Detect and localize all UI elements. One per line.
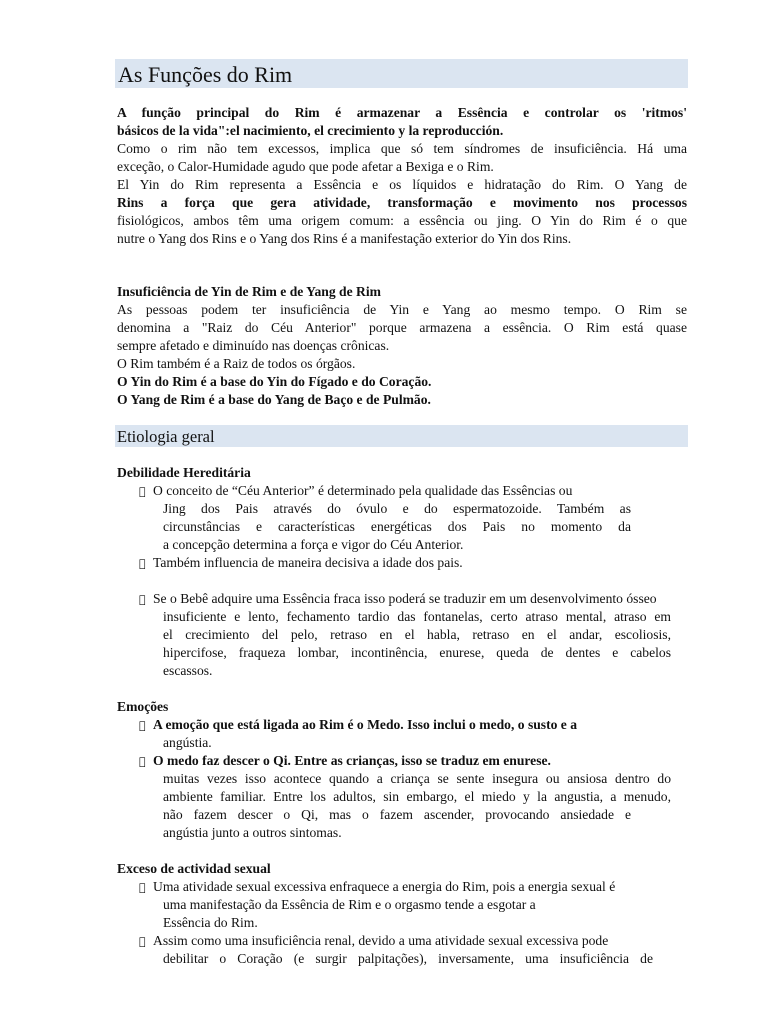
- list-item-continuation: angústia.: [163, 735, 212, 750]
- page-title: As Funções do Rim: [118, 62, 293, 87]
- paragraph-line: O Rim também é a Raiz de todos os órgãos.: [117, 356, 356, 371]
- intro-line: básicos de la vida":el nacimiento, el crecimiento y la reproducción.: [117, 123, 504, 138]
- list-item: Uma atividade sexual excessiva enfraquece a energia do Rim, pois a energia sexual é: [117, 878, 687, 896]
- list-item-continuation: muitas vezes isso acontece quando a criança se sente insegura ou ansiosa dentro do: [163, 771, 671, 786]
- paragraph-line: sempre afetado e diminuído nas doenças crônicas.: [117, 338, 390, 353]
- list-item: Se o Bebê adquire uma Essência fraca isso poderá se traduzir em um desenvolvimento ósseo: [117, 590, 687, 608]
- list-item: Assim como uma insuficiência renal, devido a uma atividade sexual excessiva pode: [117, 932, 687, 950]
- insufficiency-section: [117, 283, 687, 409]
- intro-section: [117, 104, 687, 248]
- list-item-continuation: uma manifestação da Essência de Rim e o orgasmo tende a esgotar a: [163, 897, 536, 912]
- list-item-continuation: Essência do Rim.: [163, 915, 258, 930]
- list-item-continuation: não fazem descer o Qi, mas o fazem ascender, provocando ansiedade e: [163, 807, 631, 822]
- intro-line: El Yin do Rim representa a Essência e os líquidos e hidratação do Rim. O Yang de: [117, 177, 687, 192]
- blank-line: [117, 572, 687, 590]
- intro-line: exceção, o Calor-Humidade agudo que pode afetar a Bexiga e o Rim.: [117, 159, 494, 174]
- list-item: Também influencia de maneira decisiva a idade dos pais.: [117, 554, 687, 572]
- list-item-continuation: debilitar o Coração (e surgir palpitações), inversamente, uma insuficiência de: [163, 951, 653, 966]
- list-item-continuation: el crecimiento del pelo, retraso en el habla, retraso en el andar, escoliosis,: [163, 627, 671, 642]
- intro-line: nutre o Yang dos Rins e o Yang dos Rins é a manifestação exterior do Yin dos Rins.: [117, 231, 572, 246]
- list-item-continuation: angústia junto a outros sintomas.: [163, 825, 342, 840]
- paragraph-line: As pessoas podem ter insuficiência de Yin e Yang ao mesmo tempo. O Rim se: [117, 302, 687, 317]
- list-item-continuation: circunstâncias e características energéticas dos Pais no momento da: [163, 519, 631, 534]
- section-heading: Debilidade Hereditária: [117, 465, 251, 480]
- etiology-title-bar: [115, 425, 688, 447]
- list-item-continuation: ambiente familiar. Entre los adultos, sin embargo, el miedo y la angustia, a menudo,: [163, 789, 671, 804]
- title-bar: [115, 59, 688, 88]
- intro-line: A função principal do Rim é armazenar a Essência e controlar os 'ritmos': [117, 105, 687, 120]
- section-title: Etiologia geral: [117, 427, 215, 446]
- bullet-icon: [139, 591, 153, 609]
- section-heading: Insuficiência de Yin de Rim e de Yang de Rim: [117, 284, 381, 299]
- section-heading: Exceso de actividad sexual: [117, 861, 271, 876]
- list-item: O medo faz descer o Qi. Entre as crianças, isso se traduz em enurese.: [117, 752, 687, 770]
- intro-line: fisiológicos, ambos têm uma origem comum: a essência ou jing. O Yin do Rim é o que: [117, 213, 687, 228]
- list-item-continuation: escassos.: [163, 663, 213, 678]
- paragraph-line: O Yin do Rim é a base do Yin do Fígado e do Coração.: [117, 374, 432, 389]
- bullet-icon: [139, 483, 153, 501]
- list-item-continuation: Jing dos Pais através do óvulo e do espermatozoide. Também as: [163, 501, 631, 516]
- bullet-icon: [139, 753, 153, 771]
- paragraph-line: denomina a "Raiz do Céu Anterior" porque armazena a essência. O Rim está quase: [117, 320, 687, 335]
- paragraph-line: O Yang de Rim é a base do Yang de Baço e de Pulmão.: [117, 392, 431, 407]
- emotions-section: [117, 698, 687, 842]
- hereditary-section: [117, 464, 687, 680]
- intro-line: Rins a força que gera atividade, transformação e movimento nos processos: [117, 195, 687, 210]
- bullet-icon: [139, 717, 153, 735]
- bullet-icon: [139, 879, 153, 897]
- intro-line: Como o rim não tem excessos, implica que só tem síndromes de insuficiência. Há uma: [117, 141, 687, 156]
- bullet-icon: [139, 555, 153, 573]
- list-item-continuation: a concepção determina a força e vigor do Céu Anterior.: [163, 537, 464, 552]
- list-item: O conceito de “Céu Anterior” é determinado pela qualidade das Essências ou: [117, 482, 687, 500]
- sexual-activity-section: [117, 860, 687, 968]
- list-item-continuation: hipercifose, fraqueza lombar, incontinência, enurese, queda de dentes e cabelos: [163, 645, 671, 660]
- list-item-continuation: insuficiente e lento, fechamento tardio das fontanelas, certo atraso mental, atraso em: [163, 609, 671, 624]
- list-item: A emoção que está ligada ao Rim é o Medo. Isso inclui o medo, o susto e a: [117, 716, 687, 734]
- section-heading: Emoções: [117, 699, 169, 714]
- bullet-icon: [139, 933, 153, 951]
